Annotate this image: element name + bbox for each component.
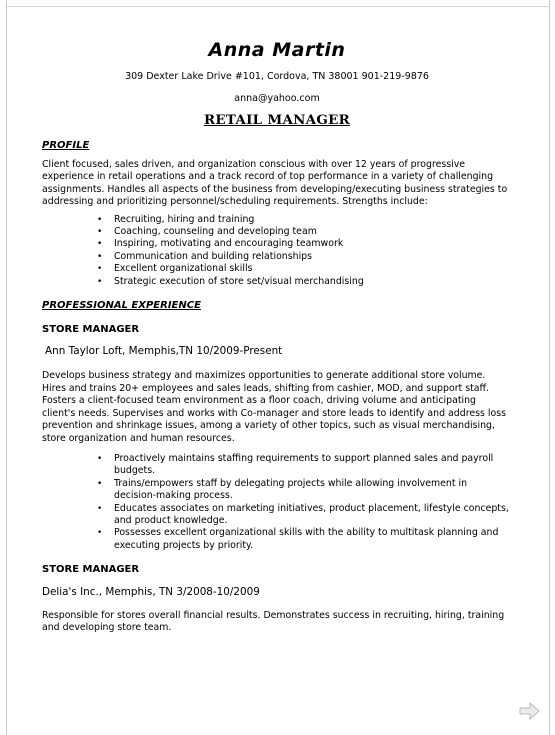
list-item: • Coaching, counseling and developing team xyxy=(97,226,317,238)
bullet-icon: • xyxy=(97,503,103,514)
job-title: STORE MANAGER xyxy=(42,324,140,336)
contact-address: 309 Dexter Lake Drive #101, Cordova, TN 38001 901-219-9876 xyxy=(125,71,429,82)
strengths-list xyxy=(42,214,512,288)
list-item: • Strategic execution of store set/visual merchandising xyxy=(97,275,364,287)
list-item: • Possesses excellent organizational skills with the ability to multitask planning and executing projects by priority. xyxy=(97,527,499,551)
contact-email: anna@yahoo.com xyxy=(234,93,320,104)
page-border-top xyxy=(6,6,550,7)
bullet-icon: • xyxy=(97,276,103,287)
job-employer-line: Delia's Inc., Memphis, TN 3/2008-10/2009 xyxy=(42,585,260,598)
job-title: STORE MANAGER xyxy=(42,564,140,576)
resume-name: Anna Martin xyxy=(208,39,346,61)
bullet-icon: • xyxy=(97,264,103,275)
section-title-profile: PROFILE xyxy=(42,140,90,151)
bullet-icon: • xyxy=(97,227,103,238)
job-description: Develops business strategy and maximizes opportunities to generate additional store volume. Hires and trains 20+ employees and sales leads, shifting from cashier, MOD, and support staff. Fosters a client-focused team environment as a floor coach, driving volume and anticipating client's needs. Supervises and works with Co-manager and store leads to identify and address loss prevention and shrinkage issues, among a variety of other topics, such as visual merchandising, store organization and human resources. xyxy=(42,370,506,444)
list-item: • Trains/empowers staff by delegating projects while allowing involvement in decision-making process. xyxy=(97,477,468,502)
bullet-icon: • xyxy=(97,528,103,539)
list-item: • Recruiting, hiring and training xyxy=(97,213,255,225)
section-title-experience: PROFESSIONAL EXPERIENCE xyxy=(42,300,201,312)
list-item: • Proactively maintains staffing requirements to support planned sales and payroll budgets. xyxy=(97,452,494,477)
next-page-arrow-icon[interactable] xyxy=(519,702,541,720)
page-border-right xyxy=(549,0,550,735)
bullet-icon: • xyxy=(97,251,103,262)
resume-headline: RETAIL MANAGER xyxy=(203,112,351,128)
list-item: • Communication and building relationships xyxy=(97,250,313,262)
page-border-left xyxy=(6,0,7,735)
job-achievements-list xyxy=(42,453,512,552)
bullet-icon: • xyxy=(97,214,103,225)
job-employer-line: Ann Taylor Loft, Memphis,TN 10/2009-Present xyxy=(45,345,283,358)
list-item: • Excellent organizational skills xyxy=(97,263,253,275)
bullet-icon: • xyxy=(97,453,103,464)
list-item: • Inspiring, motivating and encouraging teamwork xyxy=(97,238,344,250)
resume-document xyxy=(42,38,512,634)
job-description: Responsible for stores overall financial results. Demonstrates success in recruiting, hiring, training and developing store team. xyxy=(42,609,505,633)
bullet-icon: • xyxy=(97,478,103,489)
profile-summary: Client focused, sales driven, and organization conscious with over 12 years of progressive experience in retail operations and a track record of top performance in a variety of challenging assignments. Handles all aspects of the business from developing/executing business strategies to addressing and prioritizing personnel/scheduling requirements. Strengths include: xyxy=(42,159,508,208)
bullet-icon: • xyxy=(97,239,103,250)
list-item: • Educates associates on marketing initiatives, product placement, lifestyle concepts, and product knowledge. xyxy=(97,502,509,526)
